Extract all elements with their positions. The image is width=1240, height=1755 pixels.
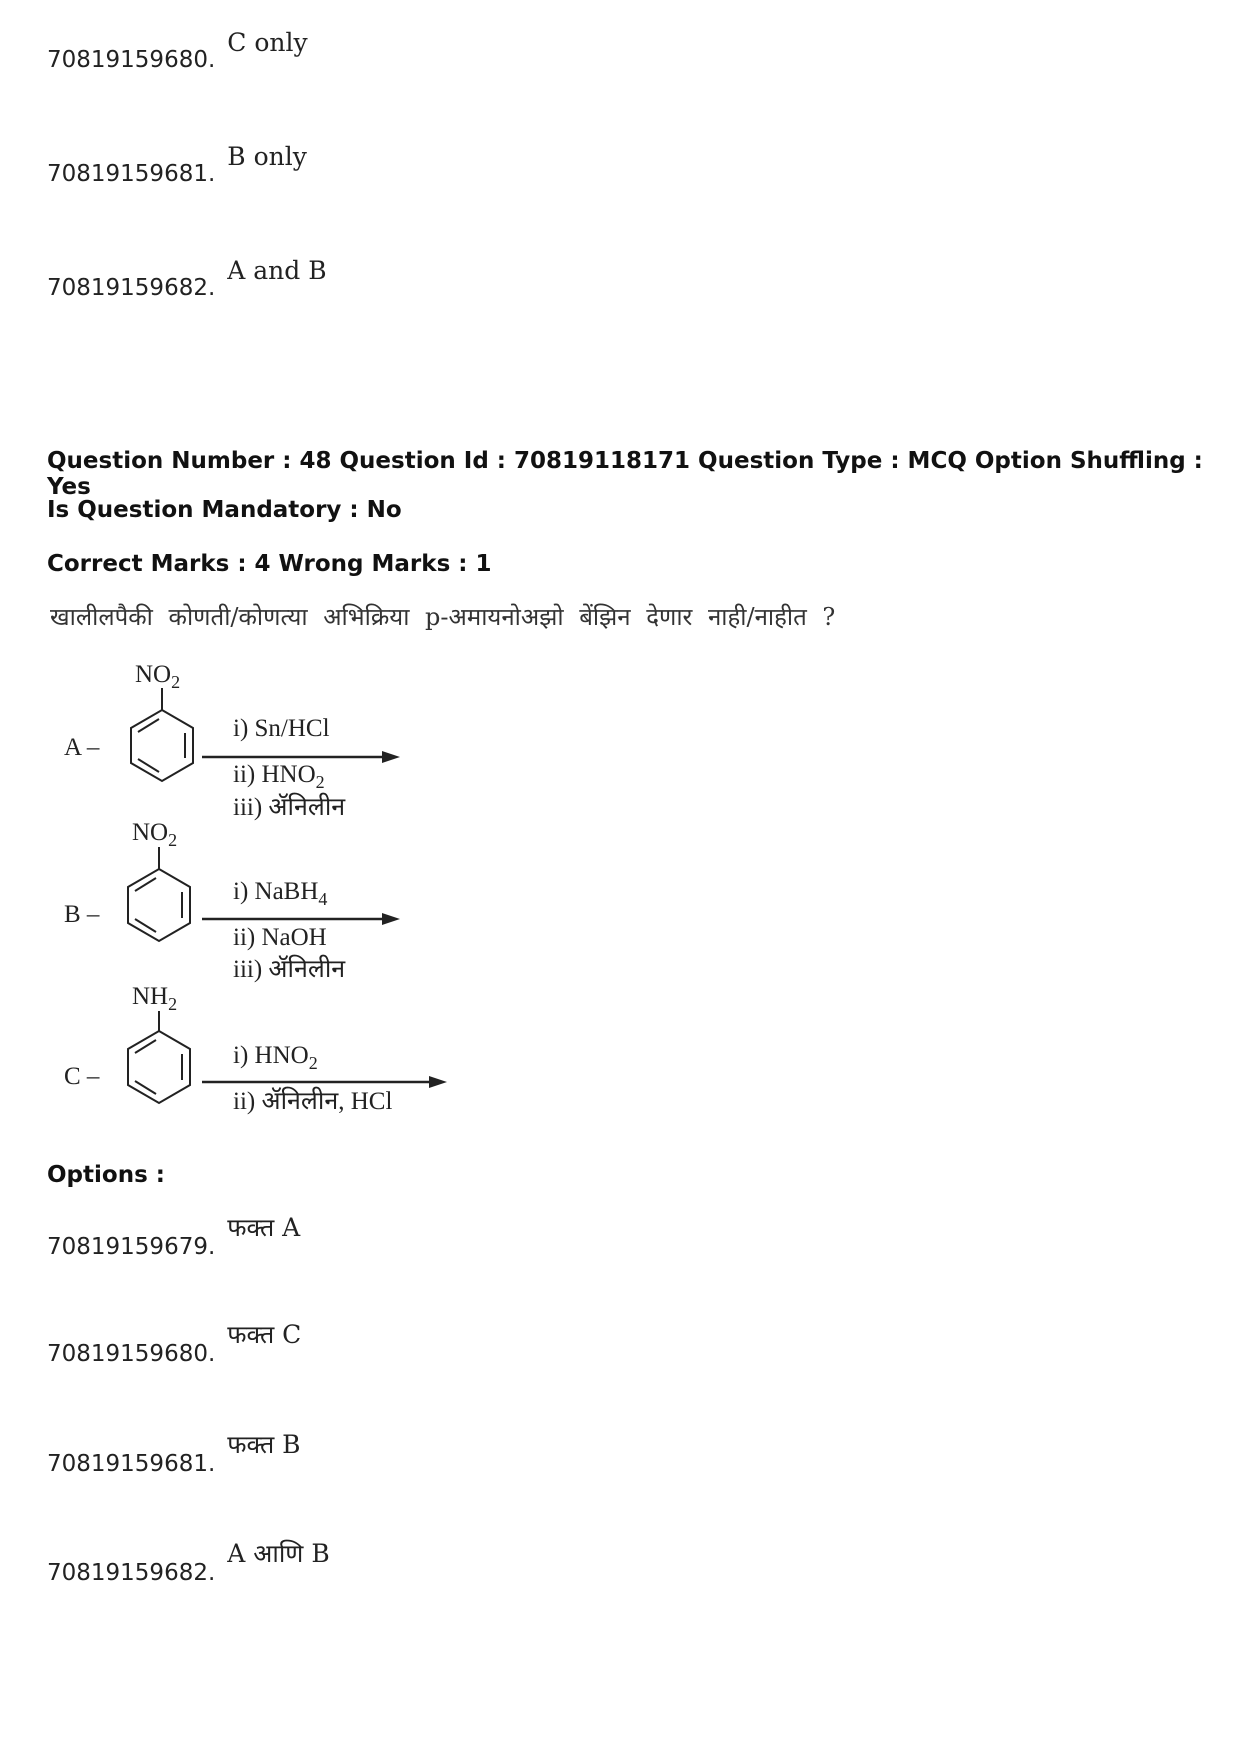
option-text: फक्त C	[227, 1320, 302, 1349]
reagent-1: i) Sn/HCl	[233, 715, 330, 742]
reagent-3: iii) ॲनिलीन	[233, 956, 346, 983]
reaction-label: C –	[64, 1063, 100, 1090]
question-mandatory: Is Question Mandatory : No	[47, 497, 402, 523]
question-marks: Correct Marks : 4 Wrong Marks : 1	[47, 551, 492, 577]
reagent-2: ii) ॲनिलीन, HCl	[233, 1088, 393, 1115]
option-text: फक्त B	[227, 1430, 301, 1459]
reagent-2: ii) NaOH	[233, 924, 327, 951]
benzene-ring	[131, 710, 193, 781]
option-id: 70819159682.	[47, 275, 216, 301]
option-id: 70819159681.	[47, 161, 216, 187]
prev-option-2	[47, 142, 307, 187]
prev-option-3	[47, 256, 327, 301]
benzene-ring	[128, 869, 190, 941]
option-2[interactable]	[47, 1320, 302, 1367]
option-text: फक्त A	[227, 1213, 301, 1242]
option-id: 70819159682.	[47, 1560, 216, 1586]
option-id: 70819159680.	[47, 47, 216, 73]
question-text: खालीलपैकी कोणती/कोणत्या अभिक्रिया p-अमायनोअझो बेंझिन देणार नाही/नाहीत ?	[50, 603, 836, 631]
substituent-label: $NO_2$	[132, 819, 178, 850]
option-1[interactable]	[47, 1213, 301, 1260]
prev-option-1	[47, 28, 308, 73]
reagent-1: i) $HNO_2$	[233, 1042, 318, 1073]
reaction-label: A –	[64, 734, 100, 761]
option-text: A आणि B	[227, 1539, 330, 1568]
reaction-label: B –	[64, 901, 100, 928]
reaction-b	[64, 819, 400, 983]
substituent-label: $NO_2$	[135, 661, 181, 692]
benzene-ring	[128, 1031, 190, 1103]
substituent-label: $NH_2$	[132, 983, 178, 1014]
reagent-3: iii) ॲनिलीन	[233, 794, 346, 821]
reaction-a	[64, 661, 400, 821]
option-text: B only	[227, 142, 307, 171]
reaction-scheme	[50, 655, 570, 1135]
option-id: 70819159680.	[47, 1341, 216, 1367]
option-text: A and B	[227, 256, 327, 285]
option-text: C only	[227, 28, 308, 57]
option-id: 70819159679.	[47, 1234, 216, 1260]
reaction-c	[64, 983, 447, 1115]
option-4[interactable]	[47, 1539, 330, 1586]
option-3[interactable]	[47, 1430, 301, 1477]
option-id: 70819159681.	[47, 1451, 216, 1477]
options-label: Options :	[47, 1162, 165, 1188]
reagent-1: i) NaBH$_4$	[233, 878, 328, 909]
question-header: Question Number : 48 Question Id : 70819118171 Question Type : MCQ Option Shuffling : Yes	[47, 448, 1203, 500]
reagent-2: ii) $HNO_2$	[233, 761, 325, 792]
